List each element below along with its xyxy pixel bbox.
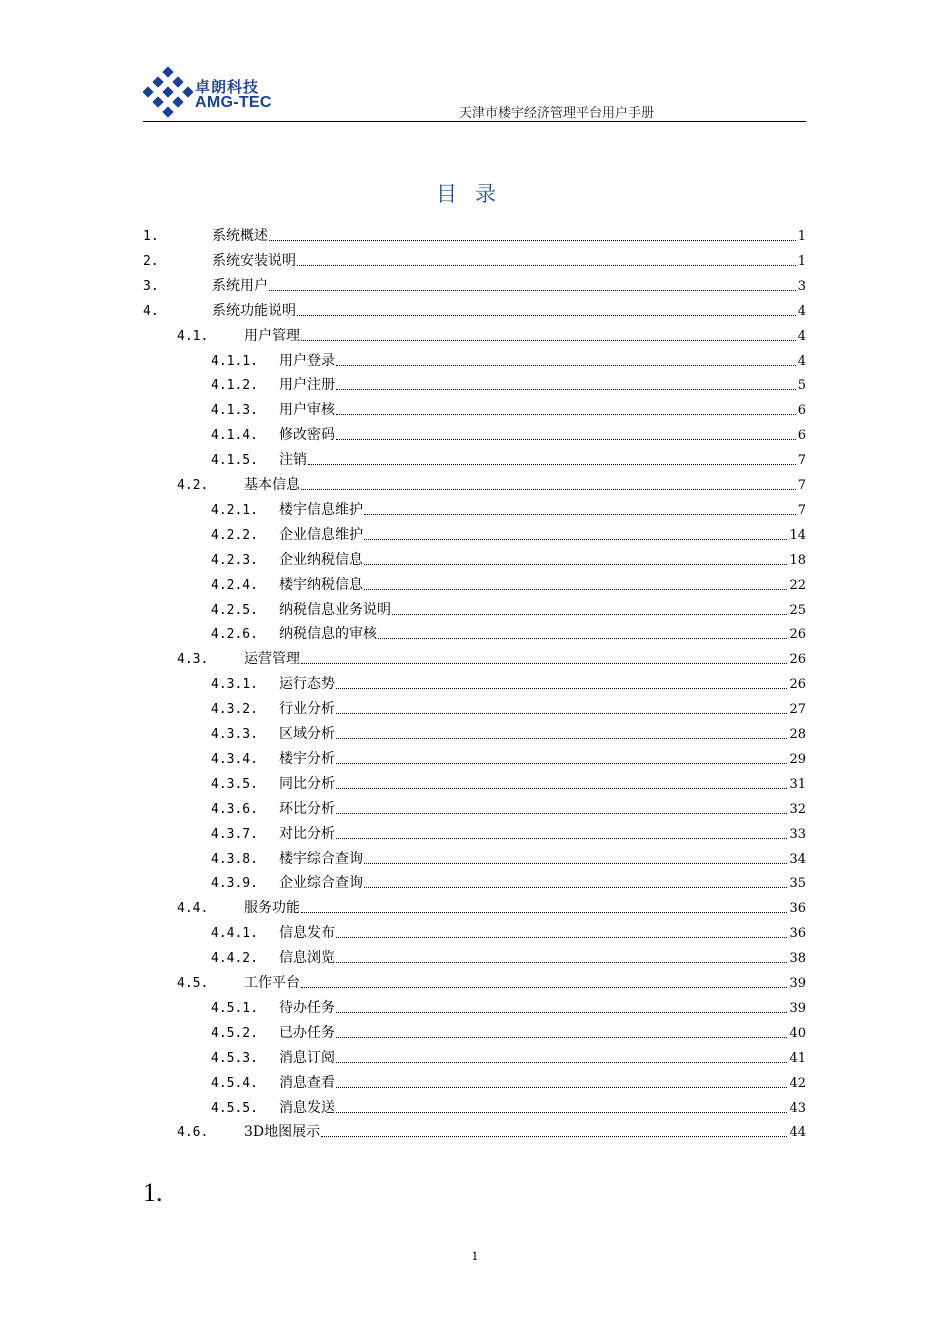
toc-entry-title: 用户注册 (279, 377, 335, 394)
toc-entry[interactable] (211, 1093, 806, 1117)
toc-entry-number: 4.2.5. (211, 602, 258, 618)
toc-entry-title: 信息发布 (279, 925, 335, 942)
toc-dot-leader (336, 389, 796, 390)
toc-entry-number: 4.1.3. (211, 403, 258, 419)
toc-entry-title: 楼宇综合查询 (279, 850, 363, 867)
toc-entry-title: 用户登录 (279, 352, 335, 369)
toc-entry-number: 4.6. (177, 1125, 209, 1141)
toc-entry-title: 消息查看 (279, 1074, 335, 1091)
toc-entry-page: 31 (789, 776, 806, 792)
toc-entry-page: 35 (789, 876, 806, 892)
toc-entry-title: 消息订阅 (279, 1049, 335, 1066)
toc-entry-page: 26 (789, 677, 806, 693)
toc-entry-number: 4.3.6. (211, 801, 258, 817)
toc-entry-title: 修改密码 (279, 427, 335, 444)
toc-entry-title: 企业综合查询 (279, 875, 363, 892)
toc-entry-page: 38 (789, 951, 806, 967)
company-logo (143, 66, 293, 122)
toc-entry-page: 36 (789, 926, 806, 942)
toc-entry-page: 29 (789, 751, 806, 767)
toc-entry-title: 系统用户 (212, 277, 268, 294)
toc-dot-leader (336, 838, 787, 839)
toc-dot-leader (364, 539, 787, 540)
toc-entry[interactable] (211, 669, 806, 693)
toc-entry-title: 系统安装说明 (212, 252, 296, 269)
toc-dot-leader (336, 414, 796, 415)
logo-mark-icon (143, 66, 193, 118)
toc-entry-number: 1. (143, 229, 159, 244)
toc-entry-number: 4.2.3. (211, 552, 258, 568)
toc-entry-title: 用户管理 (244, 327, 300, 344)
toc-entry[interactable] (143, 246, 806, 270)
toc-entry-page: 7 (797, 453, 806, 469)
toc-entry[interactable] (211, 570, 806, 594)
toc-entry-page: 3 (797, 278, 806, 294)
toc-entry[interactable] (211, 445, 806, 469)
toc-entry-page: 22 (789, 577, 806, 593)
toc-entry[interactable] (211, 619, 806, 643)
toc-entry-title: 用户审核 (279, 402, 335, 419)
toc-dot-leader (301, 340, 796, 341)
toc-entry-number: 4.5.1. (211, 1000, 258, 1016)
toc-entry-number: 4.4.2. (211, 951, 258, 967)
logo-chinese-name: 卓朗科技 (195, 78, 260, 96)
toc-entry-title: 已办任务 (279, 1024, 335, 1041)
toc-entry-page: 6 (797, 403, 806, 419)
toc-entry-page: 1 (797, 253, 806, 269)
toc-entry-page: 32 (789, 801, 806, 817)
toc-entry[interactable] (211, 370, 806, 394)
toc-entry-number: 4.5. (177, 976, 209, 991)
toc-dot-leader (336, 1112, 787, 1113)
toc-entry[interactable] (177, 321, 806, 345)
toc-entry-number: 4.3.2. (211, 702, 258, 718)
toc-entry-page: 39 (789, 1000, 806, 1016)
toc-entry-page: 40 (789, 1025, 806, 1041)
toc-entry-number: 4.5.4. (211, 1075, 258, 1091)
toc-entry-title: 服务功能 (244, 900, 300, 917)
page-number: 1 (471, 1250, 479, 1263)
toc-dot-leader (336, 1037, 787, 1038)
toc-entry[interactable] (143, 296, 806, 320)
toc-entry-title: 楼宇纳税信息 (279, 576, 363, 593)
toc-entry-page: 4 (797, 353, 806, 369)
toc-dot-leader (336, 1087, 787, 1088)
toc-entry-title: 楼宇分析 (279, 750, 335, 767)
toc-entry[interactable] (211, 719, 806, 743)
toc-dot-leader (336, 439, 796, 440)
toc-entry-title: 基本信息 (244, 477, 300, 493)
toc-dot-leader (336, 365, 796, 366)
toc-entry-page: 5 (797, 378, 806, 394)
toc-dot-leader (336, 937, 787, 938)
toc-entry-title: 对比分析 (279, 825, 335, 842)
toc-entry-page: 1 (797, 229, 806, 244)
toc-entry[interactable] (211, 346, 806, 370)
toc-entry-number: 4.1.2. (211, 378, 258, 394)
toc-dot-leader (301, 489, 796, 490)
toc-entry-page: 4 (797, 328, 806, 344)
header-divider (143, 121, 806, 122)
toc-entry-title: 行业分析 (279, 701, 335, 718)
toc-dot-leader (378, 638, 787, 639)
toc-dot-leader (336, 738, 787, 739)
toc-entry-number: 4.5.5. (211, 1100, 258, 1116)
toc-entry-number: 4.3.4. (211, 751, 258, 767)
toc-entry-title: 区域分析 (279, 726, 335, 742)
toc-entry-number: 3. (143, 278, 159, 294)
toc-entry-page: 14 (789, 527, 806, 543)
toc-dot-leader (297, 315, 796, 316)
toc-entry-number: 4.2.2. (211, 527, 258, 543)
toc-entry-number: 4.1.1. (211, 353, 258, 369)
toc-entry-title: 注销 (279, 452, 307, 469)
toc-entry-page: 33 (789, 826, 806, 842)
toc-entry-title: 企业纳税信息 (279, 551, 363, 568)
toc-entry[interactable] (143, 271, 806, 295)
section-heading: 1. (143, 1178, 163, 1207)
toc-entry-title: 待办任务 (279, 999, 335, 1016)
toc-entry-title: 企业信息维护 (279, 526, 363, 543)
toc-entry-page: 44 (789, 1125, 806, 1141)
toc-entry-title: 运营管理 (244, 651, 300, 668)
toc-entry-number: 4.4.1. (211, 926, 258, 942)
toc-title: 目录 (436, 182, 514, 206)
toc-entry-title: 消息发送 (279, 1099, 335, 1116)
toc-entry-page: 25 (789, 602, 806, 618)
toc-dot-leader (336, 1012, 787, 1013)
toc-entry-page: 18 (789, 552, 806, 568)
toc-dot-leader (336, 763, 787, 764)
toc-entry-title: 运行态势 (279, 676, 335, 693)
toc-dot-leader (301, 987, 787, 988)
toc-entry-number: 4.5.3. (211, 1050, 258, 1066)
toc-dot-leader (364, 589, 787, 590)
toc-dot-leader (364, 514, 796, 515)
toc-entry-number: 4.2.1. (211, 502, 258, 518)
toc-entry-title: 纳税信息业务说明 (279, 601, 391, 618)
toc-entry-number: 4.4. (177, 901, 209, 917)
toc-entry-title: 纳税信息的审核 (279, 626, 377, 643)
toc-entry[interactable] (211, 595, 806, 619)
toc-entry-page: 26 (789, 627, 806, 643)
toc-dot-leader (336, 1062, 787, 1063)
toc-entry[interactable] (177, 470, 806, 494)
toc-entry-title: 同比分析 (279, 775, 335, 792)
toc-entry-page: 7 (797, 502, 806, 518)
toc-dot-leader (297, 265, 796, 266)
document-title: 天津市楼宇经济管理平台用户手册 (458, 106, 654, 121)
toc-dot-leader (392, 614, 787, 615)
toc-entry-page: 27 (789, 702, 806, 718)
toc-entry[interactable] (211, 1018, 806, 1042)
toc-entry[interactable] (211, 420, 806, 444)
toc-entry[interactable] (211, 943, 806, 967)
toc-dot-leader (336, 813, 787, 814)
toc-entry[interactable] (211, 918, 806, 942)
toc-entry-title: 3D地图展示 (244, 1124, 321, 1141)
toc-entry-page: 6 (797, 428, 806, 444)
toc-entry-title: 系统概述 (212, 228, 268, 244)
logo-english-name: AMG-TEC (195, 94, 272, 111)
toc-entry[interactable] (211, 694, 806, 718)
toc-entry-page: 7 (797, 478, 806, 493)
toc-entry-page: 36 (789, 901, 806, 917)
toc-entry-page: 34 (789, 851, 806, 867)
toc-entry[interactable] (211, 819, 806, 843)
toc-entry-number: 4.1. (177, 328, 209, 344)
toc-entry-number: 4.1.4. (211, 428, 258, 444)
toc-entry-number: 4. (143, 303, 159, 319)
toc-dot-leader (336, 788, 787, 789)
toc-entry-number: 4.5.2. (211, 1025, 258, 1041)
toc-entry-title: 楼宇信息维护 (279, 501, 363, 518)
toc-entry-page: 4 (797, 303, 806, 319)
toc-entry[interactable] (211, 1043, 806, 1067)
toc-entry-number: 4.3.3. (211, 727, 258, 742)
toc-entry-page: 39 (789, 976, 806, 991)
toc-entry-number: 4.1.5. (211, 453, 258, 469)
toc-entry[interactable] (177, 1117, 806, 1141)
toc-entry[interactable] (211, 868, 806, 892)
toc-entry[interactable] (211, 993, 806, 1017)
toc-entry[interactable] (177, 968, 806, 992)
toc-entry[interactable] (177, 893, 806, 917)
toc-dot-leader (364, 564, 787, 565)
toc-entry[interactable] (143, 221, 806, 245)
toc-dot-leader (336, 962, 787, 963)
toc-dot-leader (269, 290, 796, 291)
toc-entry-page: 42 (789, 1075, 806, 1091)
toc-dot-leader (301, 912, 787, 913)
toc-entry-number: 4.3.1. (211, 677, 258, 693)
toc-entry-title: 信息浏览 (279, 950, 335, 967)
toc-entry-number: 2. (143, 253, 159, 269)
toc-entry[interactable] (211, 744, 806, 768)
toc-entry[interactable] (177, 644, 806, 668)
toc-dot-leader (321, 1136, 787, 1137)
toc-entry[interactable] (211, 769, 806, 793)
toc-entry-page: 41 (789, 1050, 806, 1066)
toc-entry-number: 4.3. (177, 652, 209, 668)
toc-entry[interactable] (211, 520, 806, 544)
toc-entry[interactable] (211, 1068, 806, 1092)
toc-entry-title: 环比分析 (279, 800, 335, 817)
toc-entry[interactable] (211, 495, 806, 519)
page-header (143, 62, 806, 122)
toc-entry-page: 28 (789, 727, 806, 742)
toc-entry[interactable] (211, 844, 806, 868)
toc-dot-leader (269, 240, 796, 241)
toc-entry-number: 4.2. (177, 478, 209, 493)
toc-dot-leader (336, 688, 787, 689)
toc-entry[interactable] (211, 395, 806, 419)
toc-entry-number: 4.2.6. (211, 627, 258, 643)
toc-entry-title: 工作平台 (244, 975, 300, 991)
toc-dot-leader (364, 863, 787, 864)
toc-entry-title: 系统功能说明 (212, 302, 296, 319)
toc-dot-leader (301, 663, 787, 664)
toc-entry-number: 4.3.5. (211, 776, 258, 792)
toc-dot-leader (336, 713, 787, 714)
toc-entry-number: 4.2.4. (211, 577, 258, 593)
toc-dot-leader (308, 464, 796, 465)
toc-entry[interactable] (211, 794, 806, 818)
toc-entry-page: 43 (789, 1100, 806, 1116)
toc-entry-number: 4.3.8. (211, 851, 258, 867)
toc-entry-page: 26 (789, 652, 806, 668)
toc-entry-number: 4.3.9. (211, 876, 258, 892)
toc-dot-leader (364, 887, 787, 888)
toc-entry[interactable] (211, 545, 806, 569)
toc-entry-number: 4.3.7. (211, 826, 258, 842)
